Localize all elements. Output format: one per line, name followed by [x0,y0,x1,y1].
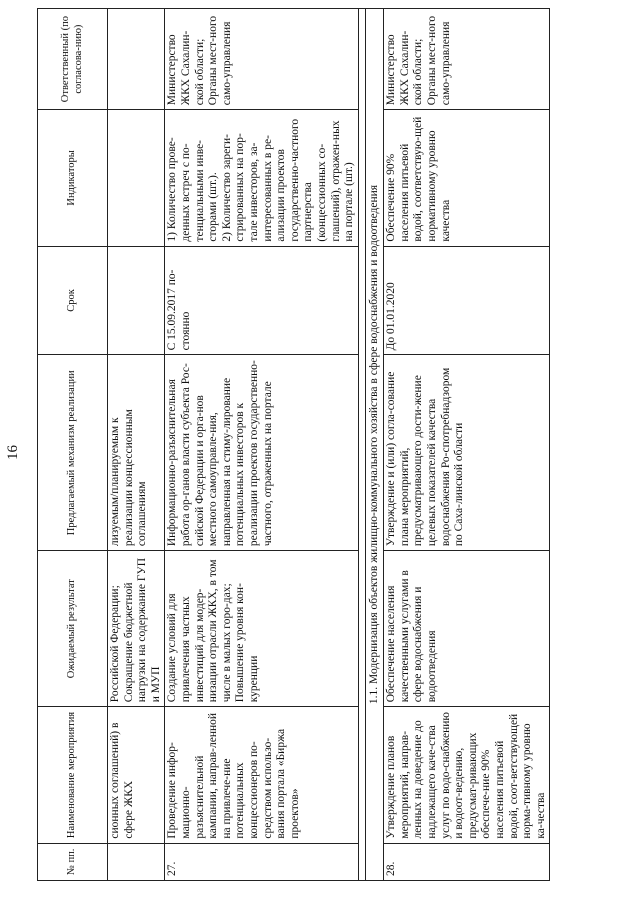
cell-result [165,551,358,707]
cell-mechanism: Информационно-разъяснительная работа ор-ганов власти субъекта Рос-сийской Федерации и орга-нов местного самоуправле-ния, направленная на стиму-лирование потенциальных инвесторов к реализации проектов государственно-частного, отраженных на портале [165,355,358,551]
cell-num: 28. [384,843,550,880]
cell-term: До 01.01.2020 [384,246,550,355]
header-indicators: Индикаторы [38,110,108,246]
table-row-27 [165,9,358,881]
cell-num [108,843,165,880]
cell-num: 27. [165,843,358,880]
cell-name: Утверждение планов мероприятий, направ-ленных на доведение до надлежащего каче-ства услуг по водо-снабжению и водоот-ведению, предусмат-ривающих обеспече-ние 90% населения питьевой водой, соот-ветствующей норма-тивному уровню ка-чества [384,707,550,843]
cell-mechanism: Утверждение и (или) согла-сование плана мероприятий, предусматривающего дости-жение целевых показателей качества водоснабжения Ро-спотребнадзором по Саха-линской области [384,355,550,551]
spacer-cell [358,9,365,881]
spacer-row [358,9,365,881]
cell-indicators: Обеспечение 90% населения питьевой водой, соответствую-щей нормативному уровню качества [384,110,550,246]
header-mechanism: Предлагаемый механизм реализации [38,355,108,551]
result-item: Повышение уровня кон-куренции [234,583,260,703]
cell-result: Обеспечение населения качественными услугами в сфере водоснабжения и водоотведения [384,551,550,707]
header-name: Наименование мероприятия [38,707,108,843]
cell-result: Российской Федерации; Сокращение бюджетной нагрузки на содержание ГУП и МУП [108,551,165,707]
cell-responsible: Министерство ЖКХ Сахалин-ской области; Органы мест-ного само-управления [165,9,358,110]
header-term: Срок [38,246,108,355]
result-item: Создание условий для привлечения частных инвестиций для модер-низации отрасли ЖКХ, в том числе в малых горо-дах; [166,559,233,703]
page-number: 16 [5,445,21,460]
cell-mechanism: лизуемым/планируемым к реализации концессионным соглашениям [108,355,165,551]
measures-table [37,8,550,881]
section-heading: 1.1. Модернизация объектов жилищно-коммунального хозяйства в сфере водоснабжения и водоотведения [365,9,384,881]
table-row-continuation [108,9,165,881]
indicator-item: 2) Количество зареги-стрированных на пор-тале инвесторов, за-интересованных в ре-ализации проектов государственно-частного партнерства (концессионных со-глашений), отражен-ных на портале (шт.) [220,118,356,242]
section-heading-row [365,9,384,881]
header-num: № пп. [38,843,108,880]
header-result: Ожидаемый результат [38,551,108,707]
cell-term [108,246,165,355]
cell-indicators [108,110,165,246]
cell-name: сионных соглашений) в сфере ЖКХ [108,707,165,843]
cell-responsible [108,9,165,110]
cell-indicators [165,110,358,246]
indicator-item: 1) Количество прове-денных встреч с по-тенциальными инве-сторами (шт.). [166,137,220,242]
cell-name: Проведение инфор-мационно-разъяснительной кампании, направ-ленной на привлече-ние потенциальных концессионеров по-средством использо-вания портала «Биржа проектов» [165,707,358,843]
cell-term: С 15.09.2017 по-стоянно [165,246,358,355]
header-responsible: Ответственный (по согласова-нию) [38,9,108,110]
cell-responsible: Министерство ЖКХ Сахалин-ской области; Органы мест-ного само-управления [384,9,550,110]
header-row [38,9,108,881]
table-row-28 [384,9,550,881]
